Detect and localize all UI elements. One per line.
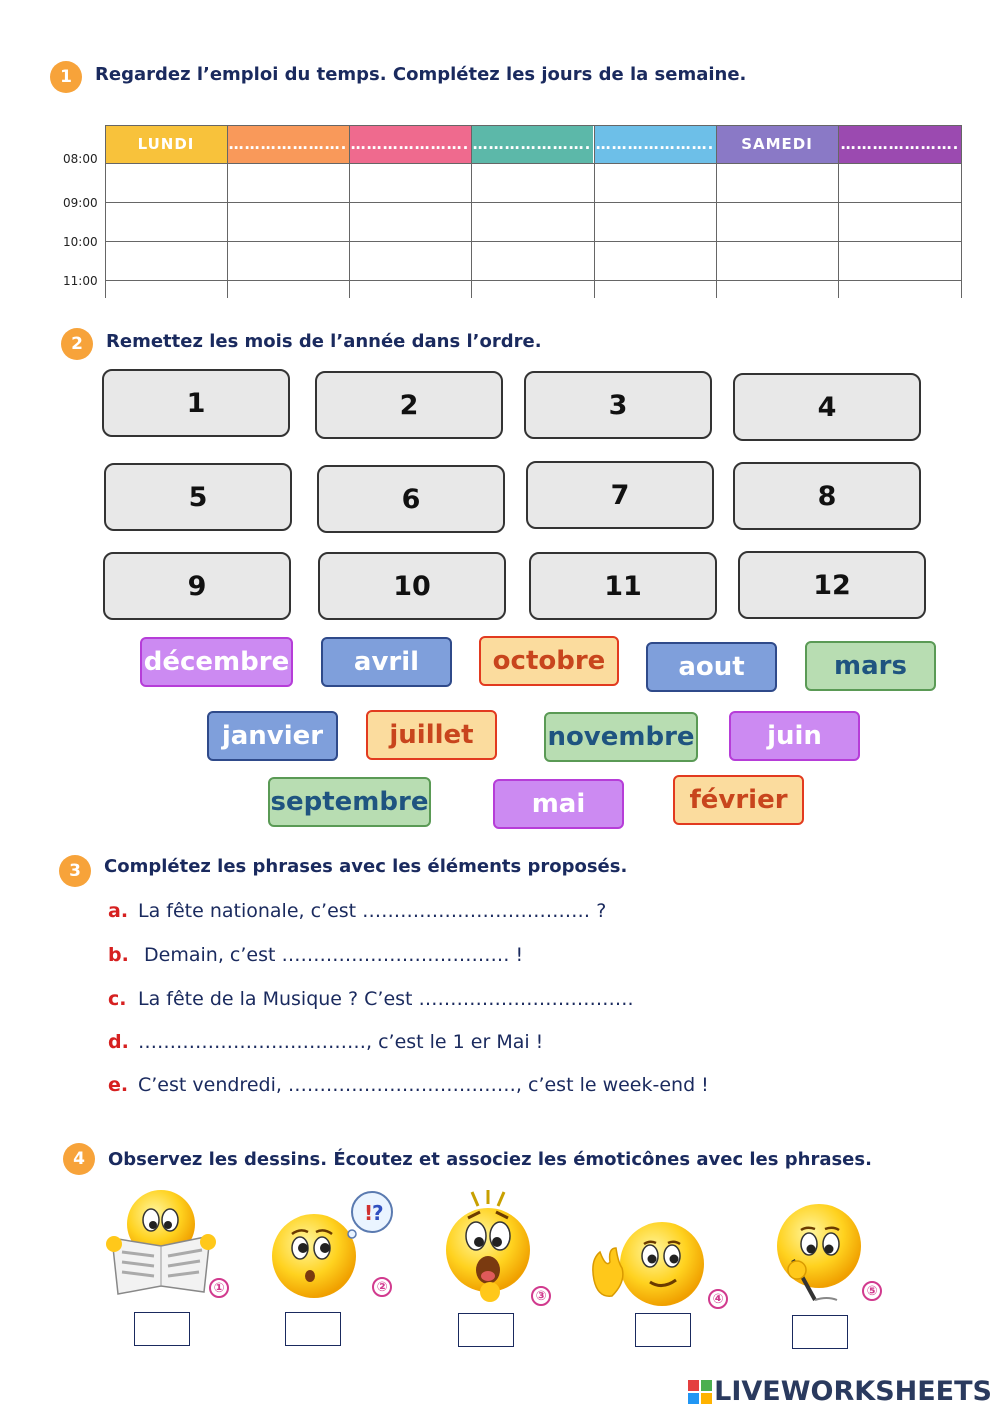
section-2-heading: Remettez les mois de l’année dans l’ordre. <box>106 331 542 352</box>
emoji-reading-newspaper-icon <box>106 1188 216 1296</box>
sentence-letter: c. <box>108 988 127 1010</box>
emoticon-number: ① <box>209 1278 229 1298</box>
sentence-letter: a. <box>108 900 129 922</box>
grid-line <box>105 125 962 126</box>
day-header-lundi: LUNDI <box>105 125 227 163</box>
month-tile-mars[interactable]: mars <box>805 641 936 691</box>
section-number-3: 3 <box>59 855 91 887</box>
emoticon-number: ③ <box>531 1286 551 1306</box>
sentence-c <box>108 988 634 1010</box>
sentence-letter: e. <box>108 1074 129 1096</box>
month-drop-box[interactable]: 8 <box>733 462 921 530</box>
section-number-4: 4 <box>63 1143 95 1175</box>
sentence-e <box>108 1074 709 1096</box>
month-tile-novembre[interactable]: novembre <box>544 712 698 762</box>
sentence-d <box>108 1031 543 1053</box>
grid-line <box>227 125 228 298</box>
grid-line <box>838 125 839 298</box>
svg-text:?: ? <box>372 1201 384 1225</box>
month-tile-octobre[interactable]: octobre <box>479 636 619 686</box>
month-drop-box[interactable]: 7 <box>526 461 714 529</box>
month-drop-box[interactable]: 1 <box>102 369 290 437</box>
sentence-letter: b. <box>108 944 129 966</box>
sentence-text[interactable]: La fête nationale, c’est ……………………………… ? <box>138 900 607 922</box>
emoticon-number: ④ <box>708 1289 728 1309</box>
month-drop-box[interactable]: 6 <box>317 465 505 533</box>
day-header-blank-3[interactable]: …………………. <box>349 125 471 163</box>
section-1-heading: Regardez l’emploi du temps. Complétez les jours de la semaine. <box>95 64 747 85</box>
month-tile-juin[interactable]: juin <box>729 711 860 761</box>
sentence-text[interactable]: C’est vendredi, ………………………………, c’est le week-end ! <box>138 1074 709 1096</box>
grid-line <box>349 125 350 298</box>
answer-box-2[interactable] <box>285 1312 341 1346</box>
time-label: 10:00 <box>63 235 98 249</box>
month-tile-janvier[interactable]: janvier <box>207 711 338 761</box>
emoji-shocked-icon <box>442 1188 538 1306</box>
month-drop-box[interactable]: 2 <box>315 371 503 439</box>
answer-box-5[interactable] <box>792 1315 848 1349</box>
sentence-text[interactable]: ………………………………, c’est le 1 er Mai ! <box>138 1031 544 1053</box>
grid-line <box>105 163 962 164</box>
sentence-a <box>108 900 606 922</box>
month-drop-box[interactable]: 10 <box>318 552 506 620</box>
sentence-letter: d. <box>108 1031 129 1053</box>
month-tile-mai[interactable]: mai <box>493 779 624 829</box>
time-label: 11:00 <box>63 274 98 288</box>
grid-line <box>105 241 962 242</box>
month-drop-box[interactable]: 3 <box>524 371 712 439</box>
grid-line <box>105 125 106 298</box>
svg-text:!: ! <box>364 1201 374 1225</box>
month-tile-decembre[interactable]: décembre <box>140 637 293 687</box>
day-header-blank-7[interactable]: …………………. <box>838 125 962 163</box>
month-tile-juillet[interactable]: juillet <box>366 710 497 760</box>
brand-name: LIVEWORKSHEETS <box>714 1376 992 1407</box>
sentence-text[interactable]: La fête de la Musique ? C’est ……………………………. <box>138 988 634 1010</box>
section-4-heading: Observez les dessins. Écoutez et associez les émoticônes avec les phrases. <box>108 1149 872 1170</box>
day-header-samedi: SAMEDI <box>716 125 838 163</box>
sentence-text[interactable]: Demain, c’est ……………………………… ! <box>138 944 524 966</box>
month-drop-box[interactable]: 5 <box>104 463 292 531</box>
month-drop-box[interactable]: 9 <box>103 552 291 620</box>
grid-line <box>105 280 962 281</box>
liveworksheets-logo <box>688 1376 992 1407</box>
answer-box-4[interactable] <box>635 1313 691 1347</box>
emoticon-number: ⑤ <box>862 1281 882 1301</box>
liveworksheets-logo-icon <box>688 1380 712 1404</box>
month-tile-aout[interactable]: aout <box>646 642 777 692</box>
answer-box-1[interactable] <box>134 1312 190 1346</box>
month-drop-box[interactable]: 12 <box>738 551 926 619</box>
day-header-blank-5[interactable]: …………………. <box>594 125 716 163</box>
grid-line <box>105 202 962 203</box>
section-number-2: 2 <box>61 328 93 360</box>
time-label: 08:00 <box>63 152 98 166</box>
grid-line <box>961 125 962 298</box>
month-drop-box[interactable]: 11 <box>529 552 717 620</box>
month-drop-box[interactable]: 4 <box>733 373 921 441</box>
section-number-1: 1 <box>50 61 82 93</box>
sentence-b <box>108 944 523 966</box>
day-header-blank-4[interactable]: …………………. <box>471 125 593 163</box>
emoji-writing-icon <box>775 1200 875 1306</box>
emoji-ok-hand-icon <box>588 1218 712 1308</box>
time-label: 09:00 <box>63 196 98 210</box>
emoticon-number: ② <box>372 1277 392 1297</box>
grid-line <box>716 125 717 298</box>
grid-line <box>594 125 595 298</box>
month-tile-fevrier[interactable]: février <box>673 775 804 825</box>
section-3-heading: Complétez les phrases avec les éléments proposés. <box>104 856 628 877</box>
month-tile-avril[interactable]: avril <box>321 637 452 687</box>
answer-box-3[interactable] <box>458 1313 514 1347</box>
day-header-blank-2[interactable]: …………………. <box>227 125 349 163</box>
month-tile-septembre[interactable]: septembre <box>268 777 431 827</box>
grid-line <box>471 125 472 298</box>
